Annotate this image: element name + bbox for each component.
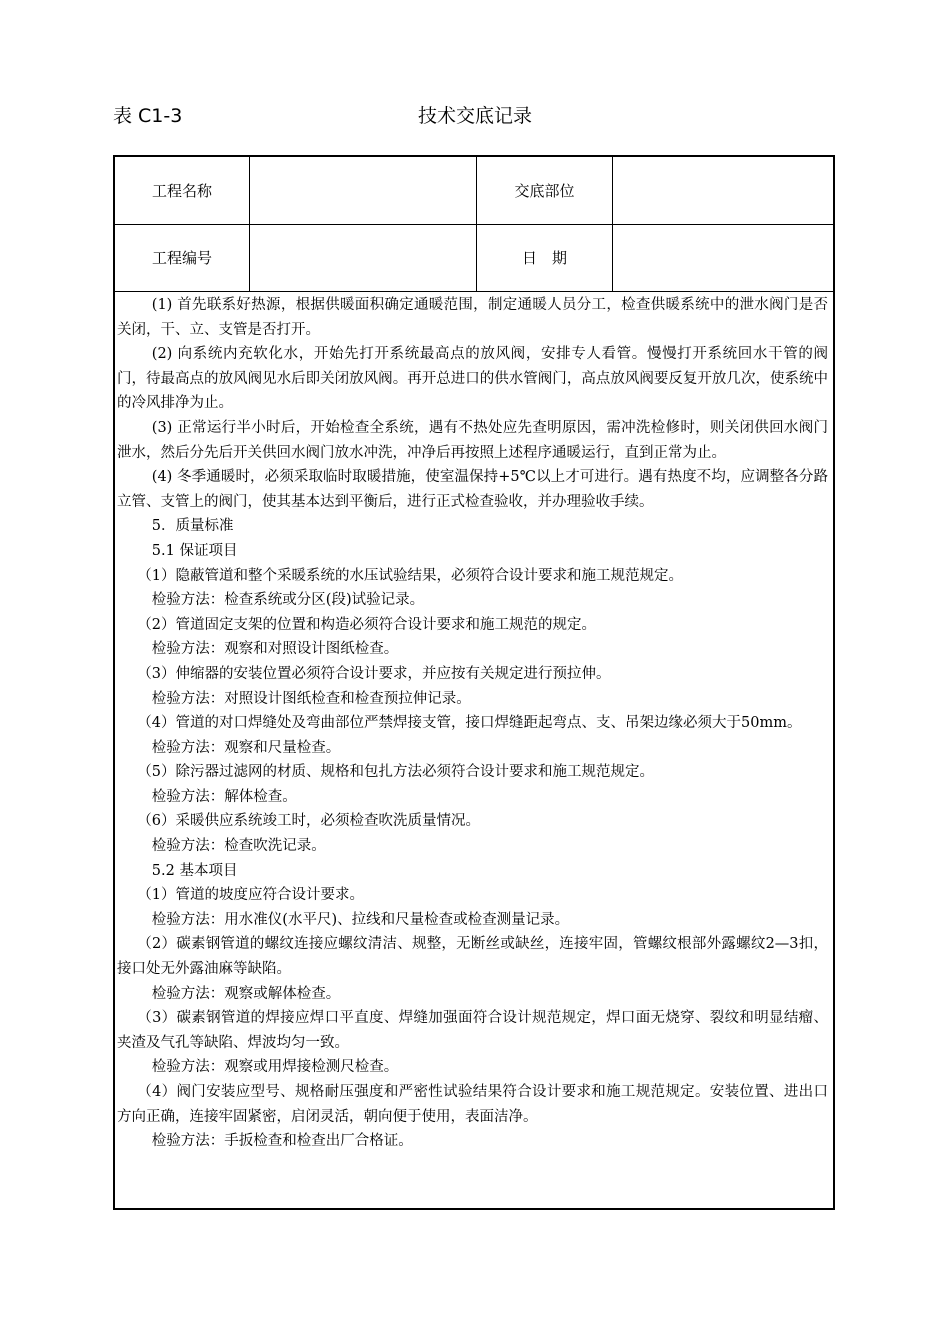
content-paragraph: 检验方法：手扳检查和检查出厂合格证。 [151, 1133, 413, 1150]
project-name-label: 工程名称 [115, 157, 250, 224]
content-paragraph: 检验方法：观察或解体检查。 [151, 985, 341, 1002]
disclosure-content [117, 293, 828, 1154]
content-paragraph: (4) 冬季通暖时，必须采取临时取暖措施，使室温保持+5℃以上才可进行。遇有热度不均，应调整各分路立管、支管上的阀门，使其基本达到平衡后，进行正式检查验收，并办理验收手续。 [117, 469, 828, 510]
document-title: 技术交底记录 [417, 105, 532, 127]
project-number-field[interactable] [250, 224, 477, 291]
content-paragraph: (1) 首先联系好热源，根据供暖面积确定通暖范围，制定通暖人员分工，检查供暖系统中的泄水阀门是否关闭，干、立、支管是否打开。 [117, 297, 828, 338]
content-paragraph: （4）管道的对口焊缝处及弯曲部位严禁焊接支管，接口焊缝距起弯点、支、吊架边缘必须大于50mm。 [137, 715, 802, 732]
content-paragraph: 检验方法：观察或用焊接检测尺检查。 [151, 1059, 399, 1076]
content-paragraph: (2) 向系统内充软化水，开始先打开系统最高点的放风阀，安排专人看管。慢慢打开系统回水干管的阀门，待最高点的放风阀见水后即关闭放风阀。再开总进口的供水管阀门，高点放风阀要反复开放几次，使系统中的冷风排净为止。 [117, 346, 828, 412]
date-field[interactable] [613, 224, 833, 291]
record-table [113, 155, 835, 1210]
content-paragraph: 检验方法：观察和尺量检查。 [151, 739, 341, 756]
content-paragraph: 检验方法：解体检查。 [151, 788, 297, 805]
content-paragraph: （5）除污器过滤网的材质、规格和包扎方法必须符合设计要求和施工规范规定。 [137, 764, 655, 781]
content-paragraph: 检验方法：对照设计图纸检查和检查预拉伸记录。 [151, 690, 471, 707]
header-row-2 [115, 224, 833, 292]
project-number-label: 工程编号 [115, 224, 250, 291]
content-paragraph: (3) 正常运行半小时后，开始检查全系统，遇有不热处应先查明原因，需冲洗检修时，则关闭供回水阀门泄水，然后分先后开关供回水阀门放水冲洗，冲净后再按照上述程序通暖运行，直到正常为止。 [117, 419, 828, 461]
content-paragraph: 检验方法：检查吹洗记录。 [151, 838, 326, 855]
disclosure-part-label: 交底部位 [477, 157, 613, 224]
content-paragraph: （2）管道固定支架的位置和构造必须符合设计要求和施工规范的规定。 [137, 616, 597, 633]
content-paragraph: 检验方法：检查系统或分区(段)试验记录。 [151, 592, 425, 609]
disclosure-part-field[interactable] [613, 157, 833, 224]
content-paragraph: （2）碳素钢管道的螺纹连接应螺纹清洁、规整，无断丝或缺丝，连接牢固，管螺纹根部外露螺纹2—3扣，接口处无外露油麻等缺陷。 [117, 936, 828, 978]
form-code: 表 C1-3 [113, 105, 183, 127]
content-paragraph: 5.2 基本项目 [151, 862, 238, 879]
header-row-1 [115, 157, 833, 225]
project-name-field[interactable] [250, 157, 477, 224]
content-paragraph: 检验方法：观察和对照设计图纸检查。 [151, 641, 399, 658]
content-paragraph: （1）管道的坡度应符合设计要求。 [137, 887, 365, 904]
content-paragraph: （3）碳素钢管道的焊接应焊口平直度、焊缝加强面符合设计规范规定，焊口面无烧穿、裂纹和明显结瘤、夹渣及气孔等缺陷、焊波均匀一致。 [117, 1010, 828, 1051]
date-label: 日 期 [477, 224, 613, 291]
content-paragraph: 5.1 保证项目 [151, 542, 238, 559]
content-paragraph: （3）伸缩器的安装位置必须符合设计要求，并应按有关规定进行预拉伸。 [137, 665, 611, 682]
content-paragraph: （1）隐蔽管道和整个采暖系统的水压试验结果，必须符合设计要求和施工规范规定。 [137, 567, 684, 584]
content-paragraph: （6）采暖供应系统竣工时，必须检查吹洗质量情况。 [137, 813, 481, 830]
content-paragraph: 5．质量标准 [151, 518, 234, 535]
content-paragraph: 检验方法：用水准仪(水平尺)、拉线和尺量检查或检查测量记录。 [151, 911, 570, 928]
content-paragraph: （4）阀门安装应型号、规格耐压强度和严密性试验结果符合设计要求和施工规范规定。安装位置、进出口方向正确，连接牢固紧密，启闭灵活，朝向便于使用，表面洁净。 [117, 1084, 828, 1125]
